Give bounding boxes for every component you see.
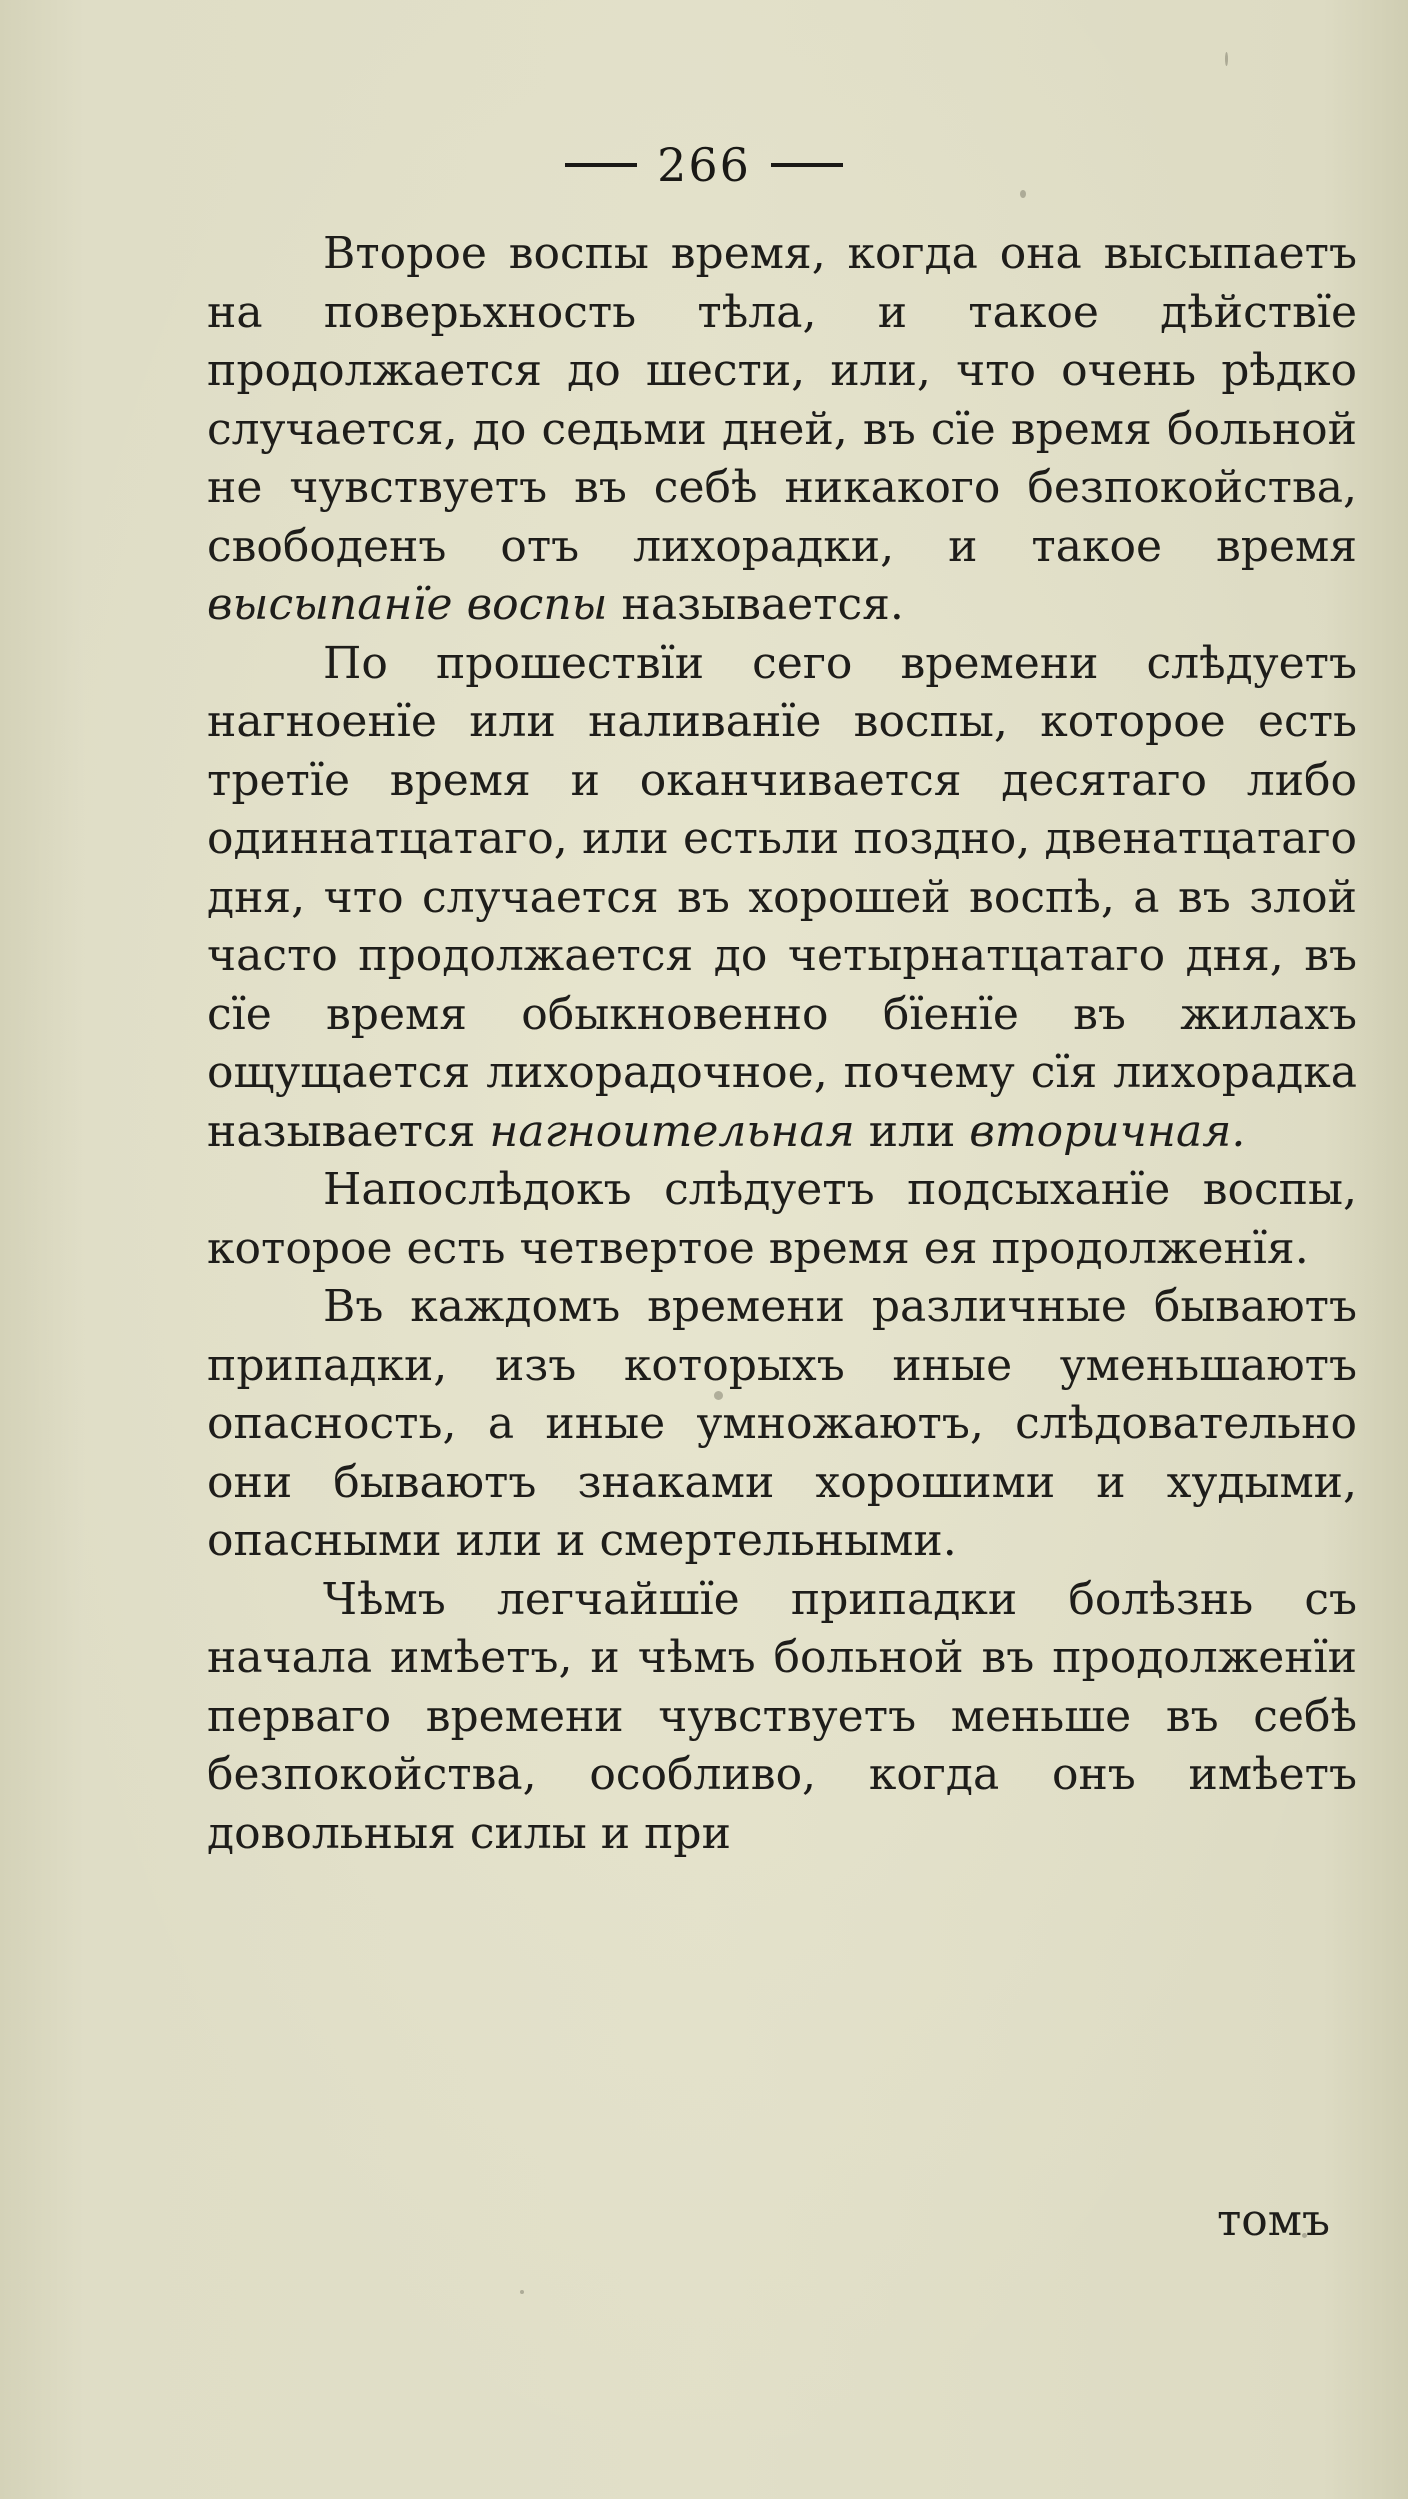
paragraph [207, 225, 1357, 635]
body-text [207, 225, 1357, 1863]
paragraph-text: называется. [607, 579, 904, 630]
italic-term: высыпанїе воспы [207, 579, 608, 630]
paragraph [207, 1571, 1357, 1864]
paragraph [207, 635, 1357, 1162]
paragraph [207, 1278, 1357, 1571]
paragraph-text: Чѣмъ легчайшїе припадки болѣзнь съ начала имѣетъ, и чѣмъ больной въ продолженїи перваго времени чувствуетъ меньше въ себѣ безпокойства, особливо, когда онъ имѣетъ довольныя силы и при [207, 1573, 1357, 1859]
catchword: томъ [1216, 2195, 1330, 2246]
paper-speck [714, 1391, 723, 1400]
italic-term: нагноительная [489, 1105, 855, 1157]
paragraph-text: Въ каждомъ времени различные бываютъ припадки, изъ которыхъ иные уменьшаютъ опасность, а иные умножаютъ, слѣдовательно они бываютъ знаками хорошими и худыми, опасными или и смертельными. [207, 1281, 1357, 1566]
paper-speck [1302, 2233, 1307, 2238]
header-rule-left [565, 163, 637, 167]
paragraph-text: Напослѣдокъ слѣдуетъ подсыханїе воспы, которое есть четвертое время ея продолженїя. [207, 1164, 1357, 1274]
page-header [0, 138, 1408, 192]
paragraph-text: По прошествїи сего времени слѣдуетъ нагноенїе или наливанїе воспы, которое есть третїе время и оканчивается десятаго либо одиннатцатаго, или естьли поздно, двенатцатаго дня, что случается въ хорошей воспѣ, а въ злой часто продолжается до четырнатцатаго дня, въ сїе время обыкновенно бїенїе въ жилахъ ощущается лихорадочное, почему сїя лихорадка называется [207, 637, 1357, 1157]
paper-speck [520, 2290, 524, 2294]
paragraph [207, 1161, 1357, 1278]
paragraph-text: Второе воспы время, когда она высыпаетъ на поверьхность тѣла, и такое дѣйствїе продолжается до шести, или, что очень рѣдко случается, до седьми дней, въ сїе время больной не чувствуетъ въ себѣ никакого безпокойства, свободенъ отъ лихорадки, и такое время [207, 228, 1357, 572]
paper-speck [1020, 190, 1026, 198]
page-number: 266 [657, 138, 751, 192]
paragraph-text: или [854, 1105, 970, 1157]
italic-term: вторичная. [969, 1105, 1246, 1157]
header-rule-right [771, 163, 843, 167]
paper-speck [1225, 52, 1228, 66]
